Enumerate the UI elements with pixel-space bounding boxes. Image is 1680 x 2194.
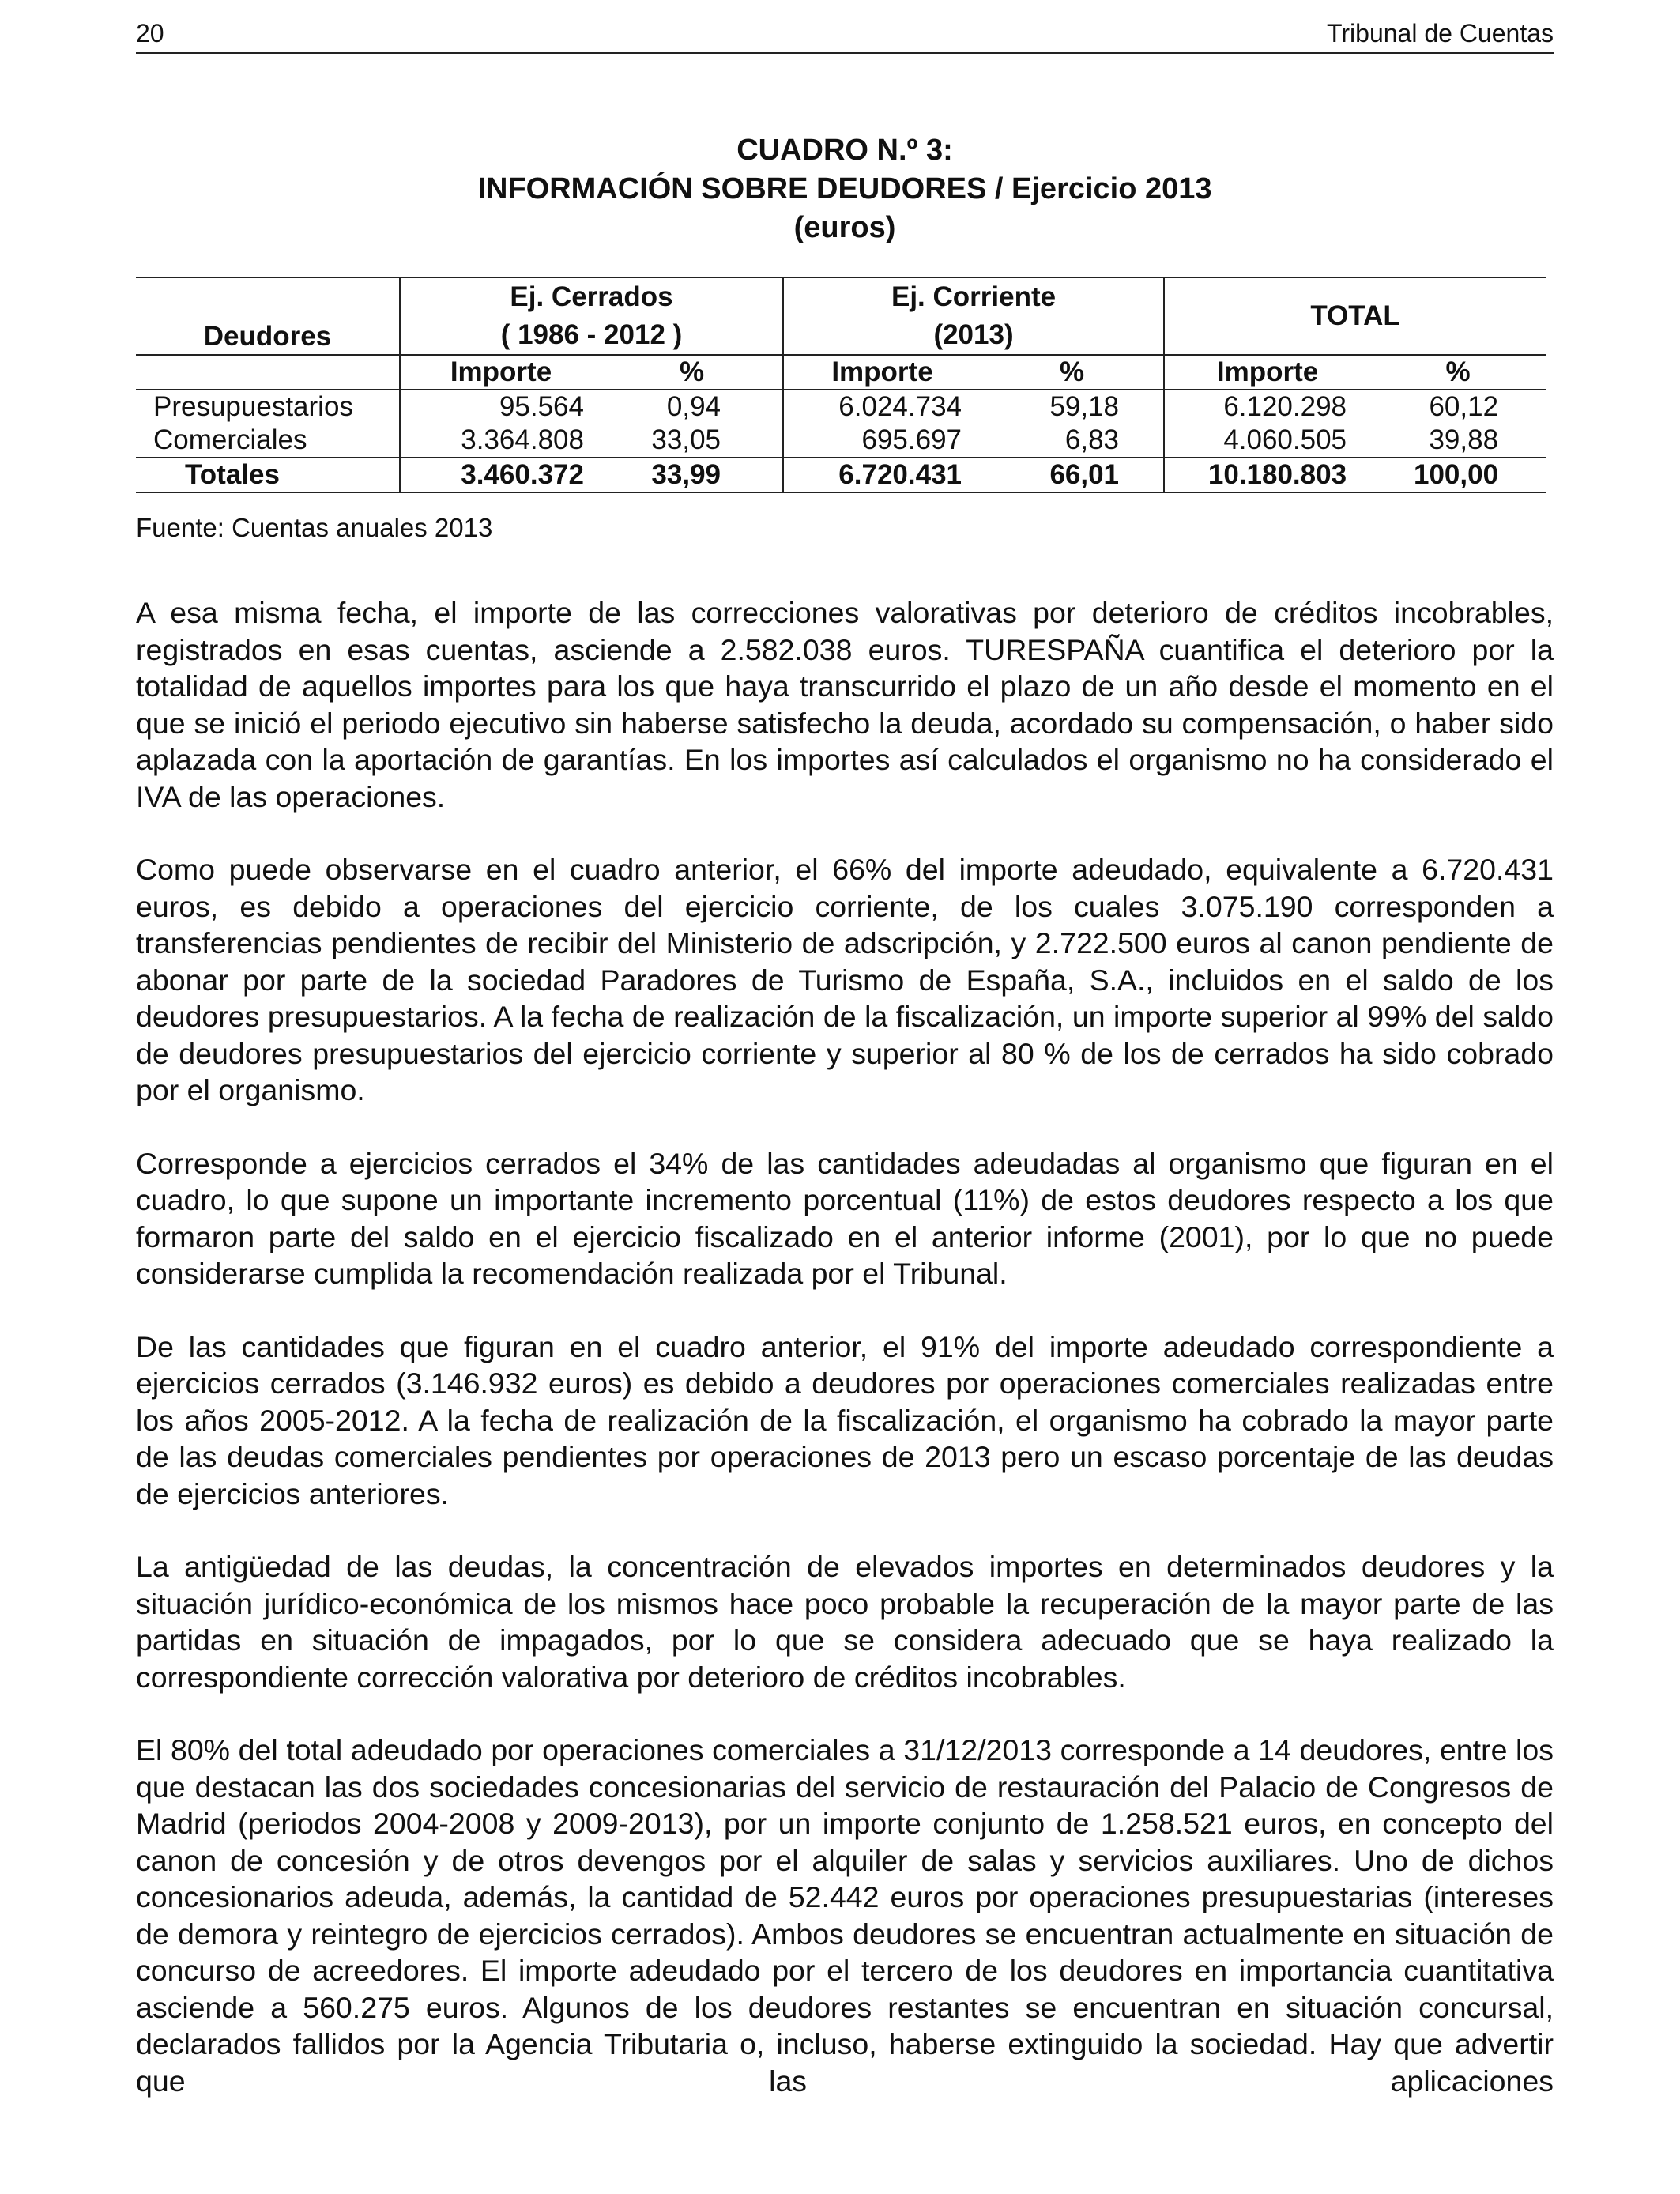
subheader-cer-importe: Importe [400, 355, 601, 390]
page-header [136, 17, 1554, 54]
table-caption [136, 131, 1554, 247]
cell-tot-pct: 39,88 [1429, 424, 1499, 455]
table-row [136, 390, 1546, 424]
page-number: 20 [136, 19, 164, 47]
subheader-blank [136, 355, 400, 390]
cell-cor-importe: 6.024.734 [783, 390, 981, 424]
total-cer-pct: 33,99 [601, 458, 783, 492]
cell-tot-importe: 6.120.298 [1164, 390, 1370, 424]
table-subheader-row [136, 355, 1546, 390]
paragraph: Como puede observarse en el cuadro anterior, el 66% del importe adeudado, equivalente a 6.720.431 euros, es debido a operaciones del ejercicio corriente, de los cuales 3.075.190 corresponden a transferencias pendientes de recibir del Ministerio de adscripción, y 2.722.500 euros al canon pendiente de abonar por parte de la sociedad Paradores de Turismo de España, S.A., incluidos en el saldo de los deudores presupuestarios. A la fecha de realización de la fiscalización, un importe superior al 99% del saldo de deudores presupuestarios del ejercicio corriente y superior al 80 % de los de cerrados ha sido cobrado por el organismo. [136, 853, 1554, 1106]
subheader-tot-pct: % [1370, 355, 1546, 390]
subheader-tot-importe: Importe [1164, 355, 1370, 390]
cell-cer-importe: 3.364.808 [400, 424, 601, 458]
cell-tot-importe: 4.060.505 [1164, 424, 1370, 458]
total-tot-pct: 100,00 [1370, 458, 1546, 492]
header-corriente-1: Ej. Corriente [783, 277, 1164, 316]
totals-row [136, 458, 1546, 492]
total-cer-importe: 3.460.372 [400, 458, 601, 492]
table-source: Fuente: Cuentas anuales 2013 [136, 513, 493, 542]
table-header-row [136, 277, 1546, 316]
header-deudores: Deudores [136, 277, 400, 355]
caption-line-2: INFORMACIÓN SOBRE DEUDORES / Ejercicio 2013 [477, 172, 1212, 205]
paragraph: La antigüedad de las deudas, la concentración de elevados importes en determinados deudores y la situación jurídico-económica de los mismos hace poco probable la recuperación de la mayor parte de las partidas en situación de impagados, por lo que se considera adecuado que se haya realizado la correspondiente corrección valorativa por deterioro de créditos incobrables. [136, 1550, 1554, 1694]
total-tot-importe: 10.180.803 [1164, 458, 1370, 492]
row-label: Presupuestarios [153, 391, 353, 422]
cell-cor-importe: 695.697 [783, 424, 981, 458]
header-cerrados-2: ( 1986 - 2012 ) [400, 316, 783, 355]
row-label: Comerciales [153, 424, 307, 455]
total-cor-importe: 6.720.431 [783, 458, 981, 492]
cell-cor-pct: 59,18 [1049, 391, 1120, 422]
subheader-cer-pct: % [601, 355, 783, 390]
header-total: TOTAL [1164, 277, 1546, 355]
total-cor-pct: 66,01 [981, 458, 1164, 492]
paragraph: El 80% del total adeudado por operaciones comerciales a 31/12/2013 corresponde a 14 deudores, entre los que destacan las dos sociedades concesionarias del servicio de restauración del Palacio de Congresos de Madrid (periodos 2004-2008 y 2009-2013), por un importe conjunto de 1.258.521 euros, en concepto del canon de concesión y de otros devengos por el alquiler de salas y servicios auxiliares. Uno de dichos concesionarios adeuda, además, la cantidad de 52.442 euros por operaciones presupuestarias (intereses de demora y reintegro de ejercicios cerrados). Ambos deudores se encuentran actualmente en situación de concurso de acreedores. El importe adeudado por el tercero de los deudores en importancia cuantitativa asciende a 560.275 euros. Algunos de los deudores restantes se encuentran en situación concursal, declarados fallidos por la Agencia Tributaria o, incluso, haberse extinguido la sociedad. Hay que advertir que las aplicaciones [136, 1733, 1554, 2098]
paragraph: Corresponde a ejercicios cerrados el 34% de las cantidades adeudadas al organismo que figuran en el cuadro, lo que supone un importante incremento porcentual (11%) de estos deudores respecto a los que formaron parte del saldo en el ejercicio fiscalizado en el anterior informe (2001), por lo que no puede considerarse cumplida la recomendación realizada por el Tribunal. [136, 1146, 1554, 1290]
subheader-cor-importe: Importe [783, 355, 981, 390]
table-row [136, 424, 1546, 458]
totals-label: Totales [136, 458, 400, 492]
paragraph: A esa misma fecha, el importe de las correcciones valorativas por deterioro de créditos incobrables, registrados en esas cuentas, asciende a 2.582.038 euros. TURESPAÑA cuantifica el deterioro por la totalidad de aquellos importes para los que haya transcurrido el plazo de un año desde el momento en el que se inició el periodo ejecutivo sin haberse satisfecho la deuda, acordado su compensación, o haber sido aplazada con la aportación de garantías. En los importes así calculados el organismo no ha considerado el IVA de las operaciones. [136, 596, 1554, 813]
deudores-table [136, 277, 1546, 493]
cell-cer-pct: 0,94 [666, 391, 721, 422]
subheader-cor-pct: % [981, 355, 1164, 390]
cell-tot-pct: 60,12 [1429, 391, 1499, 422]
running-title: Tribunal de Cuentas [1327, 19, 1554, 47]
caption-line-3: (euros) [793, 211, 896, 244]
caption-line-1: CUADRO N.º 3: [736, 134, 953, 167]
cell-cer-importe: 95.564 [400, 390, 601, 424]
paragraph: De las cantidades que figuran en el cuadro anterior, el 91% del importe adeudado correspondiente a ejercicios cerrados (3.146.932 euros) es debido a deudores por operaciones comerciales realizadas entre los años 2005-2012. A la fecha de realización de la fiscalización, el organismo ha cobrado la mayor parte de las deudas comerciales pendientes por operaciones de 2013 pero un escaso porcentaje de las deudas de ejercicios anteriores. [136, 1329, 1554, 1510]
header-cerrados-1: Ej. Cerrados [400, 277, 783, 316]
header-corriente-2: (2013) [783, 316, 1164, 355]
cell-cor-pct: 6,83 [1064, 424, 1120, 455]
body-text [136, 594, 1554, 2136]
cell-cer-pct: 33,05 [651, 424, 721, 455]
